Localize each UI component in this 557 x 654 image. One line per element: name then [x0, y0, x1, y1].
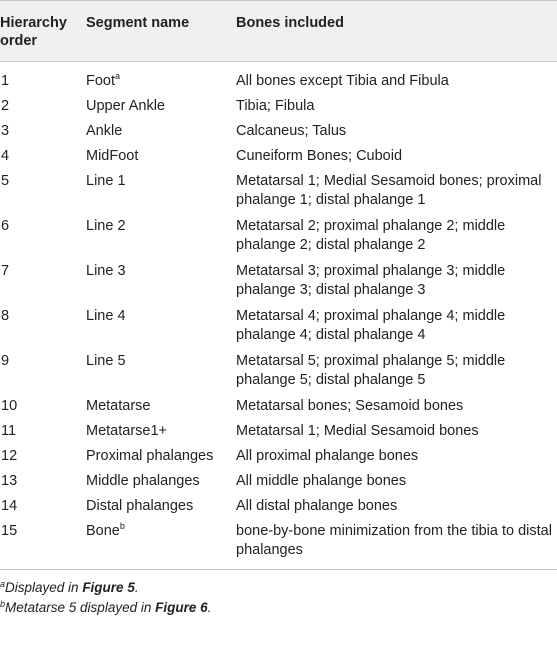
table-row	[0, 62, 557, 98]
row-segment-name: Ankle	[86, 123, 123, 139]
row-order: 7	[1, 263, 10, 279]
row-order: 3	[1, 123, 10, 139]
table-row	[0, 497, 557, 522]
row-order: 5	[1, 173, 10, 189]
row-bones: Metatarsal 1; Medial Sesamoid bones; proximal phalange 1; distal phalange 1	[236, 173, 542, 208]
footnote-a-end: .	[134, 580, 139, 595]
footnotes	[0, 570, 557, 618]
row-bones: All distal phalange bones	[236, 498, 398, 514]
footnote-b-end: .	[207, 600, 212, 615]
row-bones: Metatarsal 1; Medial Sesamoid bones	[236, 423, 479, 439]
row-segment-name: Proximal phalanges	[86, 448, 214, 464]
table-row	[0, 97, 557, 122]
row-order: 9	[1, 353, 10, 369]
row-segment-name: MidFoot	[86, 148, 139, 164]
figure-5-link[interactable]: Figure 5	[82, 580, 135, 595]
row-bones: Cuneiform Bones; Cuboid	[236, 148, 403, 164]
segment-name-text: Bone	[86, 523, 120, 539]
header-bones-included: Bones included	[232, 1, 557, 62]
row-bones: bone-by-bone minimization from the tibia to distal phalanges	[232, 522, 557, 570]
row-order: 11	[1, 423, 17, 439]
footnote-marker: a	[115, 71, 121, 81]
table-row	[0, 307, 557, 352]
table-row	[0, 397, 557, 422]
row-bones: Tibia; Fibula	[236, 98, 315, 114]
segment-name-text: Foot	[86, 73, 116, 89]
table-row	[0, 122, 557, 147]
table-row	[0, 522, 557, 570]
table-row	[0, 352, 557, 397]
header-segment-name: Segment name	[82, 1, 232, 62]
row-segment-name: Line 2	[86, 218, 126, 234]
table-body	[0, 62, 557, 570]
row-bones: Metatarsal 3; proximal phalange 3; middle phalange 3; distal phalange 3	[236, 263, 506, 298]
table-row	[0, 422, 557, 447]
row-order: 14	[1, 498, 18, 514]
row-segment-name: Line 5	[86, 353, 126, 369]
footnote-b-mark: b	[0, 599, 6, 609]
row-order: 13	[1, 473, 18, 489]
row-bones: Calcaneus; Talus	[236, 123, 347, 139]
row-bones: All bones except Tibia and Fibula	[236, 73, 449, 89]
row-segment-name	[82, 62, 232, 98]
row-bones: All middle phalange bones	[236, 473, 407, 489]
footnote-b-text: Metatarse 5 displayed in	[5, 600, 156, 615]
row-bones: Metatarsal 5; proximal phalange 5; middle phalange 5; distal phalange 5	[236, 353, 506, 388]
table-row	[0, 447, 557, 472]
row-segment-name: Metatarse	[86, 398, 151, 414]
row-bones: Metatarsal 4; proximal phalange 4; middle phalange 4; distal phalange 4	[236, 308, 506, 343]
row-bones: Metatarsal 2; proximal phalange 2; middle phalange 2; distal phalange 2	[236, 218, 506, 253]
footnote-a-mark: a	[0, 579, 6, 589]
row-order: 6	[1, 218, 10, 234]
footnote-b	[0, 598, 557, 618]
table-header	[0, 1, 557, 62]
figure-6-link[interactable]: Figure 6	[155, 600, 208, 615]
row-segment-name: Metatarse1+	[86, 423, 168, 439]
row-segment-name: Line 3	[86, 263, 126, 279]
header-row	[0, 1, 557, 62]
footnote-a	[0, 578, 557, 598]
row-order: 4	[1, 148, 10, 164]
table-row	[0, 262, 557, 307]
row-order: 12	[1, 448, 18, 464]
row-order: 1	[1, 73, 10, 89]
row-order: 8	[1, 308, 10, 324]
row-segment-name: Middle phalanges	[86, 473, 200, 489]
header-hierarchy-order: Hierarchy order	[0, 1, 82, 62]
row-segment-name: Line 1	[86, 173, 126, 189]
row-order: 10	[1, 398, 18, 414]
table-row	[0, 472, 557, 497]
footnote-marker: b	[119, 521, 125, 531]
table-row	[0, 147, 557, 172]
row-segment-name: Distal phalanges	[86, 498, 194, 514]
row-order: 15	[0, 522, 82, 570]
table-row	[0, 217, 557, 262]
row-order: 2	[1, 98, 10, 114]
row-segment-name: Upper Ankle	[86, 98, 165, 114]
row-bones: Metatarsal bones; Sesamoid bones	[236, 398, 464, 414]
table-row	[0, 172, 557, 217]
row-segment-name: Line 4	[86, 308, 126, 324]
row-segment-name	[82, 522, 232, 570]
footnote-a-text: Displayed in	[5, 580, 83, 595]
row-bones: All proximal phalange bones	[236, 448, 419, 464]
